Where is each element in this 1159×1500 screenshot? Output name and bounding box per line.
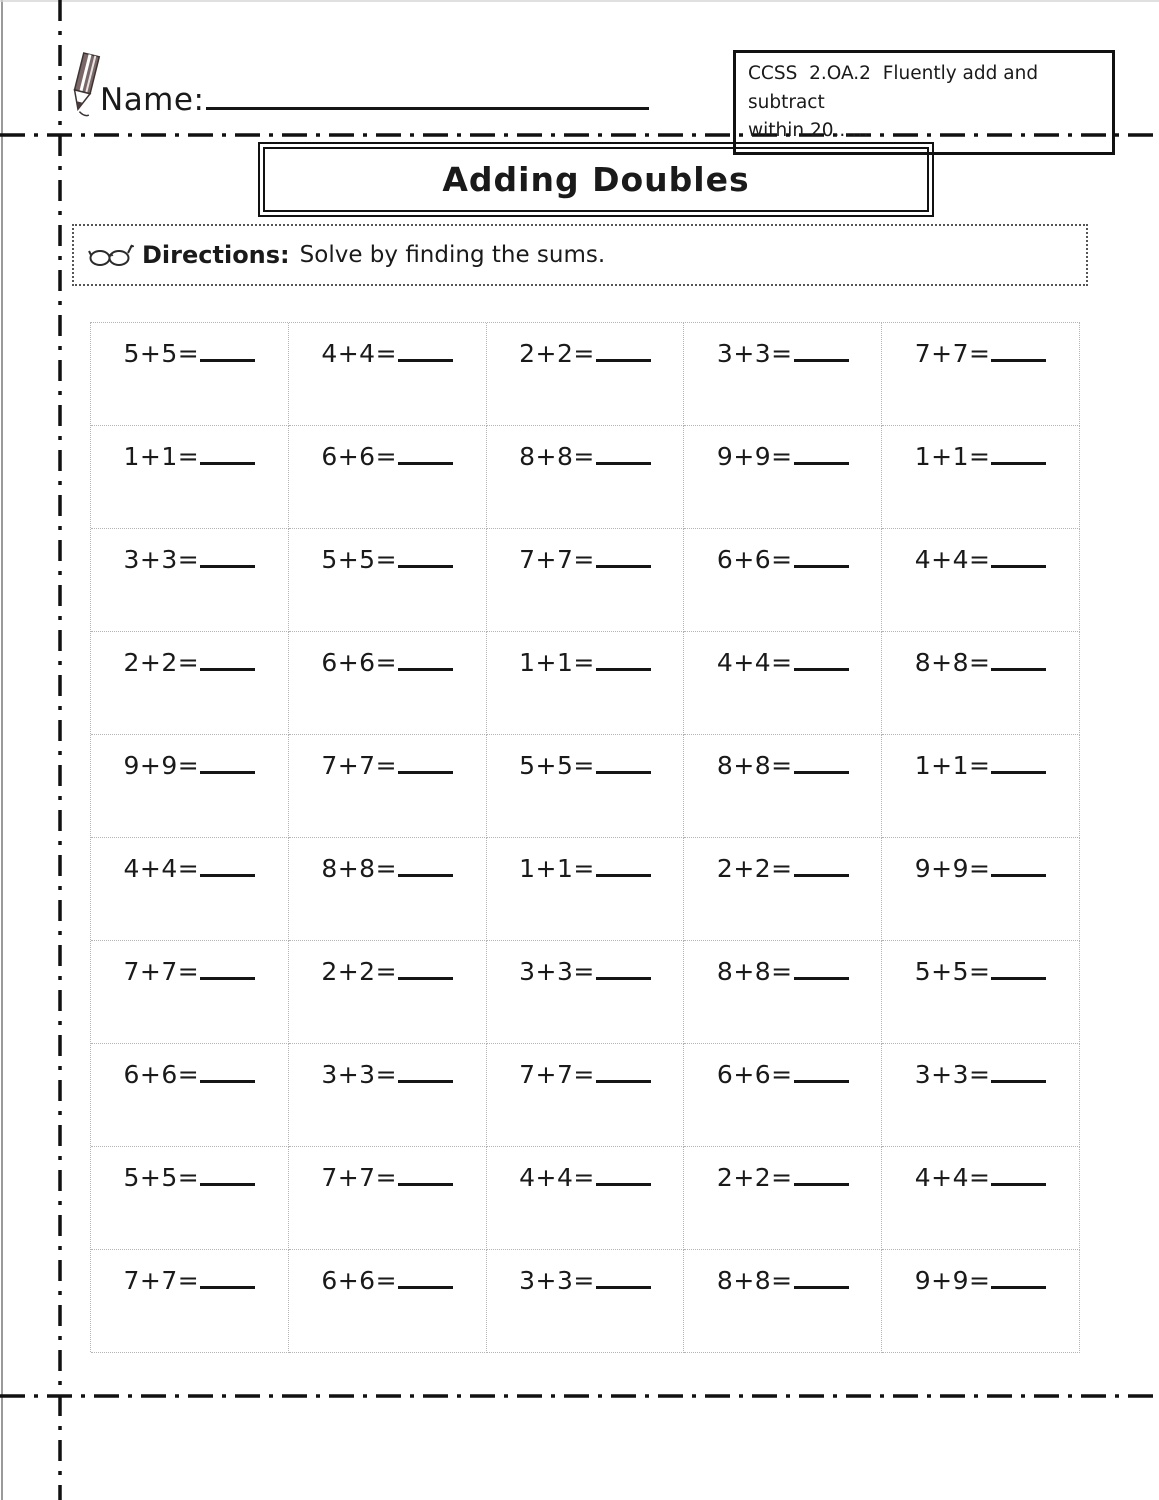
problem-cell <box>684 529 882 632</box>
problem-text: 9+9= <box>914 854 991 883</box>
problem-cell <box>91 735 289 838</box>
problem-text: 4+4= <box>716 648 793 677</box>
problem-cell <box>289 1147 487 1250</box>
answer-blank <box>200 1265 255 1289</box>
problem-cell <box>289 735 487 838</box>
problem-text: 7+7= <box>914 339 991 368</box>
answer-blank <box>794 1265 849 1289</box>
problem-text: 5+5= <box>123 1163 200 1192</box>
problem-text: 8+8= <box>914 648 991 677</box>
problem-cell <box>487 941 685 1044</box>
answer-blank <box>794 338 849 362</box>
problem-text: 6+6= <box>321 442 398 471</box>
answer-blank <box>200 853 255 877</box>
problem-cell <box>882 632 1080 735</box>
answer-blank <box>991 853 1046 877</box>
problem-text: 1+1= <box>123 442 200 471</box>
answer-blank <box>794 647 849 671</box>
problems-grid <box>90 322 1080 1352</box>
answer-blank <box>398 441 453 465</box>
answer-blank <box>200 338 255 362</box>
problem-cell <box>91 1044 289 1147</box>
problem-text: 6+6= <box>716 1060 793 1089</box>
problem-cell <box>487 838 685 941</box>
problem-cell <box>684 426 882 529</box>
problem-cell <box>289 426 487 529</box>
problem-text: 2+2= <box>519 339 595 368</box>
answer-blank <box>398 1059 453 1083</box>
answer-blank <box>398 750 453 774</box>
problem-text: 2+2= <box>321 957 398 986</box>
answer-blank <box>794 1162 849 1186</box>
answer-blank <box>794 544 849 568</box>
problem-cell <box>289 632 487 735</box>
problem-cell <box>487 1044 685 1147</box>
problem-cell <box>684 838 882 941</box>
problem-cell <box>487 1250 685 1353</box>
directions-box <box>72 224 1088 286</box>
answer-blank <box>200 1162 255 1186</box>
problem-cell <box>882 529 1080 632</box>
problem-text: 7+7= <box>519 545 595 574</box>
answer-blank <box>398 1265 453 1289</box>
problem-text: 6+6= <box>321 1266 398 1295</box>
problem-text: 7+7= <box>123 1266 200 1295</box>
answer-blank <box>200 441 255 465</box>
problem-text: 1+1= <box>519 854 595 883</box>
answer-blank <box>596 853 651 877</box>
problem-cell <box>882 323 1080 426</box>
problem-text: 6+6= <box>321 648 398 677</box>
answer-blank <box>596 956 651 980</box>
answer-blank <box>596 647 651 671</box>
problem-text: 2+2= <box>123 648 200 677</box>
problem-text: 9+9= <box>914 1266 991 1295</box>
answer-blank <box>596 544 651 568</box>
name-row <box>100 76 649 118</box>
problem-cell <box>882 1250 1080 1353</box>
eyeglasses-icon <box>88 242 134 268</box>
problem-cell <box>487 426 685 529</box>
answer-blank <box>200 750 255 774</box>
answer-blank <box>398 1162 453 1186</box>
problem-text: 3+3= <box>716 339 793 368</box>
problem-cell <box>684 735 882 838</box>
problem-text: 2+2= <box>716 854 793 883</box>
problem-cell <box>684 632 882 735</box>
problem-text: 4+4= <box>123 854 200 883</box>
name-write-line <box>206 76 649 110</box>
answer-blank <box>794 1059 849 1083</box>
answer-blank <box>596 750 651 774</box>
problem-cell <box>487 1147 685 1250</box>
answer-blank <box>794 750 849 774</box>
answer-blank <box>794 441 849 465</box>
problem-text: 6+6= <box>123 1060 200 1089</box>
problem-text: 8+8= <box>716 957 793 986</box>
problem-text: 9+9= <box>716 442 793 471</box>
problem-text: 7+7= <box>321 751 398 780</box>
answer-blank <box>991 1059 1046 1083</box>
problem-cell <box>91 1147 289 1250</box>
problem-cell <box>289 1044 487 1147</box>
answer-blank <box>596 338 651 362</box>
problem-text: 8+8= <box>519 442 595 471</box>
answer-blank <box>200 1059 255 1083</box>
problem-text: 4+4= <box>914 545 991 574</box>
directions-text: Solve by finding the sums. <box>299 242 606 268</box>
answer-blank <box>200 647 255 671</box>
answer-blank <box>398 647 453 671</box>
problem-text: 4+4= <box>914 1163 991 1192</box>
problem-cell <box>882 1147 1080 1250</box>
problem-cell <box>684 1147 882 1250</box>
problem-text: 1+1= <box>914 442 991 471</box>
problem-text: 4+4= <box>321 339 398 368</box>
problem-cell <box>91 529 289 632</box>
problem-cell <box>882 941 1080 1044</box>
answer-blank <box>596 441 651 465</box>
problem-cell <box>91 323 289 426</box>
problem-text: 3+3= <box>123 545 200 574</box>
problem-text: 5+5= <box>123 339 200 368</box>
worksheet-title: Adding Doubles <box>442 160 750 199</box>
answer-blank <box>991 1162 1046 1186</box>
problem-cell <box>882 735 1080 838</box>
answer-blank <box>596 1162 651 1186</box>
problem-text: 8+8= <box>716 1266 793 1295</box>
directions-label: Directions: <box>142 241 290 269</box>
problem-cell <box>91 1250 289 1353</box>
answer-blank <box>991 441 1046 465</box>
ccss-line1: CCSS 2.OA.2 Fluently add and subtract <box>748 63 1044 113</box>
problem-cell <box>684 323 882 426</box>
answer-blank <box>200 956 255 980</box>
problem-cell <box>487 735 685 838</box>
problem-text: 5+5= <box>519 751 595 780</box>
problem-cell <box>289 323 487 426</box>
problem-text: 9+9= <box>123 751 200 780</box>
problem-cell <box>684 1250 882 1353</box>
worksheet-title-inner-border <box>263 147 929 212</box>
problem-text: 3+3= <box>914 1060 991 1089</box>
answer-blank <box>991 338 1046 362</box>
answer-blank <box>794 956 849 980</box>
problem-text: 6+6= <box>716 545 793 574</box>
problem-text: 8+8= <box>321 854 398 883</box>
answer-blank <box>398 338 453 362</box>
problem-text: 3+3= <box>321 1060 398 1089</box>
problem-cell <box>487 529 685 632</box>
answer-blank <box>991 1265 1046 1289</box>
answer-blank <box>398 853 453 877</box>
problem-text: 7+7= <box>123 957 200 986</box>
problem-cell <box>91 632 289 735</box>
answer-blank <box>398 956 453 980</box>
problem-text: 7+7= <box>519 1060 595 1089</box>
problem-cell <box>289 1250 487 1353</box>
problem-text: 1+1= <box>519 648 595 677</box>
answer-blank <box>398 544 453 568</box>
problem-cell <box>289 529 487 632</box>
problem-text: 3+3= <box>519 957 595 986</box>
problem-text: 7+7= <box>321 1163 398 1192</box>
problem-cell <box>684 1044 882 1147</box>
name-label: Name: <box>100 82 205 118</box>
problem-text: 2+2= <box>716 1163 793 1192</box>
problem-cell <box>91 426 289 529</box>
problem-text: 1+1= <box>914 751 991 780</box>
problem-cell <box>882 1044 1080 1147</box>
answer-blank <box>596 1059 651 1083</box>
worksheet-title-box <box>258 142 934 217</box>
problem-cell <box>487 323 685 426</box>
ccss-line2: within 20...... <box>748 120 869 142</box>
answer-blank <box>794 853 849 877</box>
answer-blank <box>991 750 1046 774</box>
answer-blank <box>991 647 1046 671</box>
problem-cell <box>289 941 487 1044</box>
problem-cell <box>91 838 289 941</box>
ccss-standard-box <box>733 50 1115 155</box>
problem-cell <box>684 941 882 1044</box>
problem-text: 5+5= <box>321 545 398 574</box>
problem-text: 8+8= <box>716 751 793 780</box>
answer-blank <box>991 544 1046 568</box>
answer-blank <box>991 956 1046 980</box>
answer-blank <box>596 1265 651 1289</box>
problem-text: 4+4= <box>519 1163 595 1192</box>
problem-cell <box>487 632 685 735</box>
problem-cell <box>882 426 1080 529</box>
answer-blank <box>200 544 255 568</box>
problem-text: 5+5= <box>914 957 991 986</box>
problem-cell <box>289 838 487 941</box>
problem-cell <box>91 941 289 1044</box>
problem-text: 3+3= <box>519 1266 595 1295</box>
problem-cell <box>882 838 1080 941</box>
